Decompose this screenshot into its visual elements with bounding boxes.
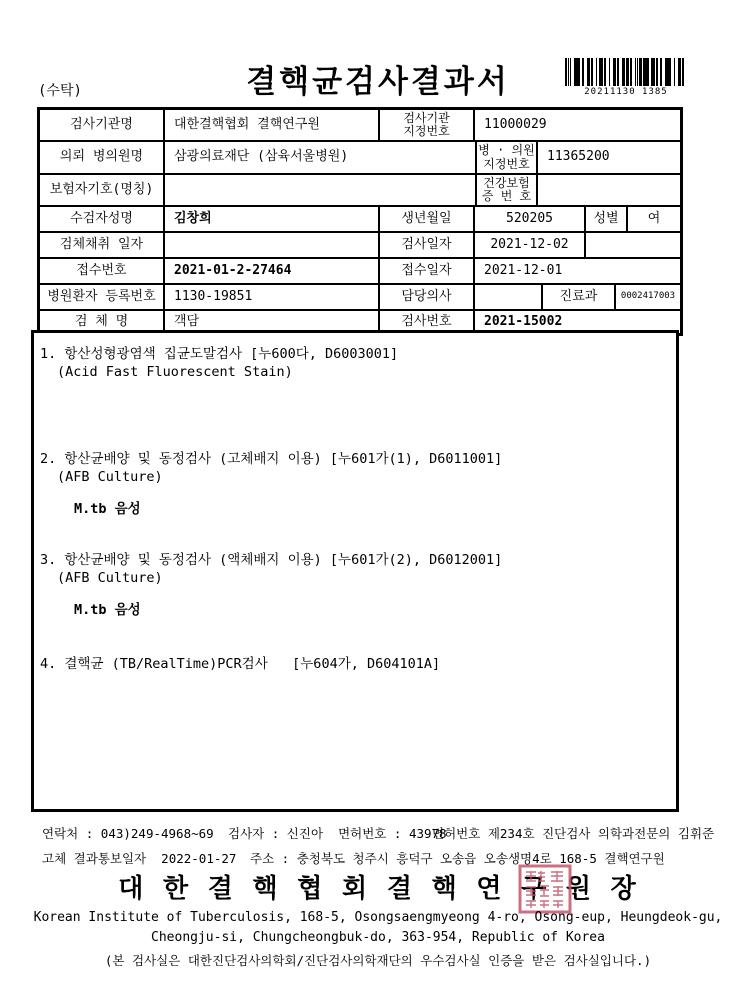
receipt-number-label: 접수번호 — [40, 259, 165, 283]
insurance-cert-label: 건강보험 증 번 호 — [477, 175, 538, 205]
test-item-4 — [40, 655, 670, 673]
table-row-insurer — [40, 175, 680, 207]
test-date-value: 2021-12-02 — [475, 233, 586, 257]
table-row-receipt — [40, 259, 680, 285]
table-row-collection-date — [40, 233, 680, 259]
doctor-label: 담당의사 — [380, 285, 475, 309]
test-2-result: M.tb 음성 — [74, 501, 141, 517]
test-2-title: 2. 항산균배양 및 동정검사 (고체배지 이용) [누601가(1), D6011001] — [40, 451, 503, 467]
test-3-subtitle: (AFB Culture) — [57, 570, 163, 586]
institution-name-label: 검사기관명 — [40, 110, 165, 140]
doctor-value — [475, 285, 543, 309]
hospital-id-label: 병 · 의원 지정번호 — [477, 142, 538, 173]
receipt-date-value: 2021-12-01 — [484, 262, 563, 278]
hospital-patient-id-label: 병원환자 등록번호 — [40, 285, 165, 309]
institution-id-value: 11000029 — [484, 116, 547, 132]
department-value: 0002417003 — [620, 291, 676, 302]
insurer-code-value — [165, 175, 477, 205]
test-date-label: 검사일자 — [380, 233, 475, 257]
hospital-id-value: 11365200 — [547, 149, 610, 165]
collection-date-label: 검체채취 일자 — [40, 233, 165, 257]
president-seal-stamp — [518, 864, 572, 914]
test-3-result: M.tb 음성 — [74, 602, 141, 618]
institution-name-value: 대한결핵협회 결핵연구원 — [165, 110, 380, 140]
sex-value: 여 — [647, 210, 661, 226]
test-1-subtitle: (Acid Fast Fluorescent Stain) — [57, 364, 293, 380]
patient-name-value: 김창희 — [165, 207, 380, 231]
document-title: 결핵균검사결과서 — [246, 64, 510, 100]
insurer-code-label: 보험자기호(명칭) — [40, 175, 165, 205]
lab-number-value: 2021-15002 — [484, 313, 563, 329]
org-address: 주소 : 충청북도 청주시 흥덕구 오송읍 오송생명4로 168-5 결핵연구원 — [250, 851, 665, 866]
test-item-3 — [40, 551, 670, 618]
receipt-number-value: 2021-01-2-27464 — [165, 259, 380, 283]
birthdate-label: 생년월일 — [380, 207, 475, 231]
insurance-cert-value — [538, 175, 680, 205]
english-address-line-1: Korean Institute of Tuberculosis, 168-5, Osongsaengmyeong 4-ro, Osong-eup, Heungdeok-gu, — [33, 910, 723, 925]
barcode-number: 20211130 1385 — [584, 87, 668, 97]
barcode — [565, 58, 687, 97]
accreditation-note: (본 검사실은 대한진단검사의학회/진단검사의학재단의 우수검사실 인증을 받은 검사실입니다.) — [104, 953, 652, 968]
test-item-1 — [40, 345, 670, 392]
specimen-name-value: 객담 — [165, 311, 380, 333]
test-2-subtitle: (AFB Culture) — [57, 469, 163, 485]
solid-report-date: 고체 결과통보일자 2022-01-27 — [42, 851, 237, 866]
hospital-name-value: 삼광의료재단 (삼육서울병원) — [165, 142, 477, 173]
specialist-info: 면허번호 제234호 진단검사 의학과전문의 김휘준 — [432, 826, 715, 841]
receipt-date-label: 접수일자 — [380, 259, 475, 283]
test-item-2 — [40, 450, 670, 517]
consignment-label: (수탁) — [38, 83, 82, 99]
test-1-title: 1. 항산성형광염색 집균도말검사 [누600다, D6003001] — [40, 346, 399, 362]
department-label: 진료과 — [543, 285, 616, 309]
hospital-name-label: 의뢰 병의원명 — [40, 142, 165, 173]
lab-number-label: 검사번호 — [380, 311, 475, 333]
hospital-patient-id-value: 1130-19851 — [165, 285, 380, 309]
test-4-title: 4. 결핵균 (TB/RealTime)PCR검사 [누604가, D604101A] — [40, 656, 441, 672]
test-3-title: 3. 항산균배양 및 동정검사 (액체배지 이용) [누601가(2), D6012001] — [40, 552, 503, 568]
patient-name-label: 수검자성명 — [40, 207, 165, 231]
collection-date-value — [165, 233, 380, 257]
table-row-institution — [40, 110, 680, 142]
english-address-line-2: Cheongju-si, Chungcheongbuk-do, 363-954, Republic of Korea — [151, 930, 605, 945]
organization-title: 대 한 결 핵 협 회 결 핵 연 구 원 장 — [118, 874, 638, 904]
table-row-requesting-hospital — [40, 142, 680, 175]
contact-phone: 연락처 : 043)249-4968~69 — [42, 826, 214, 841]
test-results-box — [31, 330, 679, 812]
examiner-info: 검사자 : 신진아 면허번호 : 43978 — [228, 826, 447, 841]
specimen-name-label: 검 체 명 — [40, 311, 165, 333]
sex-label: 성별 — [586, 207, 628, 231]
institution-id-label: 검사기관 지정번호 — [380, 110, 475, 140]
info-table — [37, 107, 683, 336]
table-row-patient — [40, 207, 680, 233]
empty-cell — [586, 233, 680, 257]
table-row-hospital-patient-id — [40, 285, 680, 311]
barcode-icon — [565, 58, 687, 86]
birthdate-value: 520205 — [475, 207, 586, 231]
